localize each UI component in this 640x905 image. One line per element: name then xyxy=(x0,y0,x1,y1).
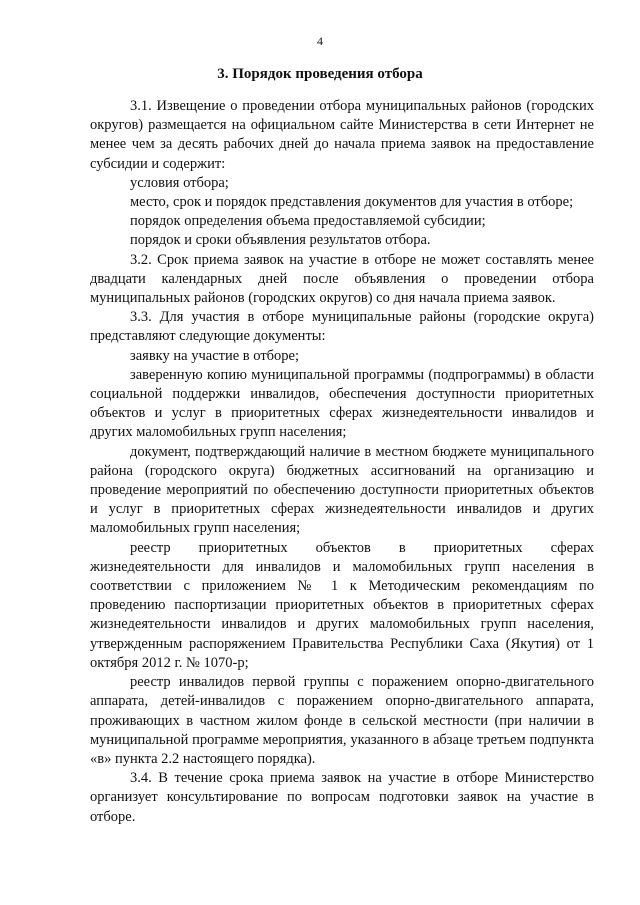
list-item-application: заявку на участие в отборе; xyxy=(130,347,299,364)
paragraph-3-4: 3.4. В течение срока приема заявок на участие в отборе Министерство организует консультирование по вопросам подготовки заявок на участие в отборе. xyxy=(90,770,594,825)
list-item-conditions: условия отбора; xyxy=(130,174,229,191)
list-item-results: порядок и сроки объявления результатов отбора. xyxy=(130,232,431,249)
list-item-objects-registry: реестр приоритетных объектов в приоритетных сферах жизнедеятельности для инвалидов и маломобильных групп населения в соответствии с приложением № 1 к Методическим рекомендациям по проведению паспортизации приоритетных объектов в приоритетных сферах жизнедеятельности инвалидов и других маломобильных групп населения, утвержденным распоряжением Правительства Республики Саха (Якутия) от 1 октября 2012 г. № 1070-р; xyxy=(90,539,594,671)
section-body xyxy=(90,97,594,827)
page-number: 4 xyxy=(317,34,323,48)
paragraph-3-2: 3.2. Срок приема заявок на участие в отборе не может составлять менее двадцати календарных дней после объявления о проведении отбора муниципальных районов (городских округов) со дня начала приема заявок. xyxy=(90,251,594,307)
paragraph-3-1: 3.1. Извещение о проведении отбора муниципальных районов (городских округов) размещается на официальном сайте Министерства в сети Интернет не менее чем за десять рабочих дней до начала приема заявок на предоставление субсидии и содержит: xyxy=(90,98,594,172)
list-item-subsidy-volume: порядок определения объема предоставляемой субсидии; xyxy=(130,213,486,230)
list-item-disabled-registry: реестр инвалидов первой группы с поражением опорно-двигательного аппарата, детей-инвалидов с поражением опорно-двигательного аппарата, проживающих в частном жилом фонде в сельской местности (при наличии в муниципальной программе мероприятия, указанного в абзаце третьем подпункта «в» пункта 2.2 настоящего порядка). xyxy=(90,674,594,767)
list-item-program-copy: заверенную копию муниципальной программы (подпрограммы) в области социальной поддержки инвалидов, обеспечения доступности приоритетных объектов и услуг в приоритетных сферах жизнедеятельности инвалидов и других маломобильных групп населения; xyxy=(90,366,594,441)
list-item-budget-document: документ, подтверждающий наличие в местном бюджете муниципального района (городского округа) бюджетных ассигнований на организацию и проведение мероприятий по обеспечению доступности приоритетных объектов и услуг в приоритетных сферах жизнедеятельности инвалидов и других маломобильных групп населения; xyxy=(90,443,594,537)
paragraph-3-3: 3.3. Для участия в отборе муниципальные районы (городские округа) представляют следующие документы: xyxy=(90,309,594,345)
list-item-place-deadline: место, срок и порядок представления документов для участия в отборе; xyxy=(130,194,574,211)
section-title: 3. Порядок проведения отбора xyxy=(217,66,423,82)
